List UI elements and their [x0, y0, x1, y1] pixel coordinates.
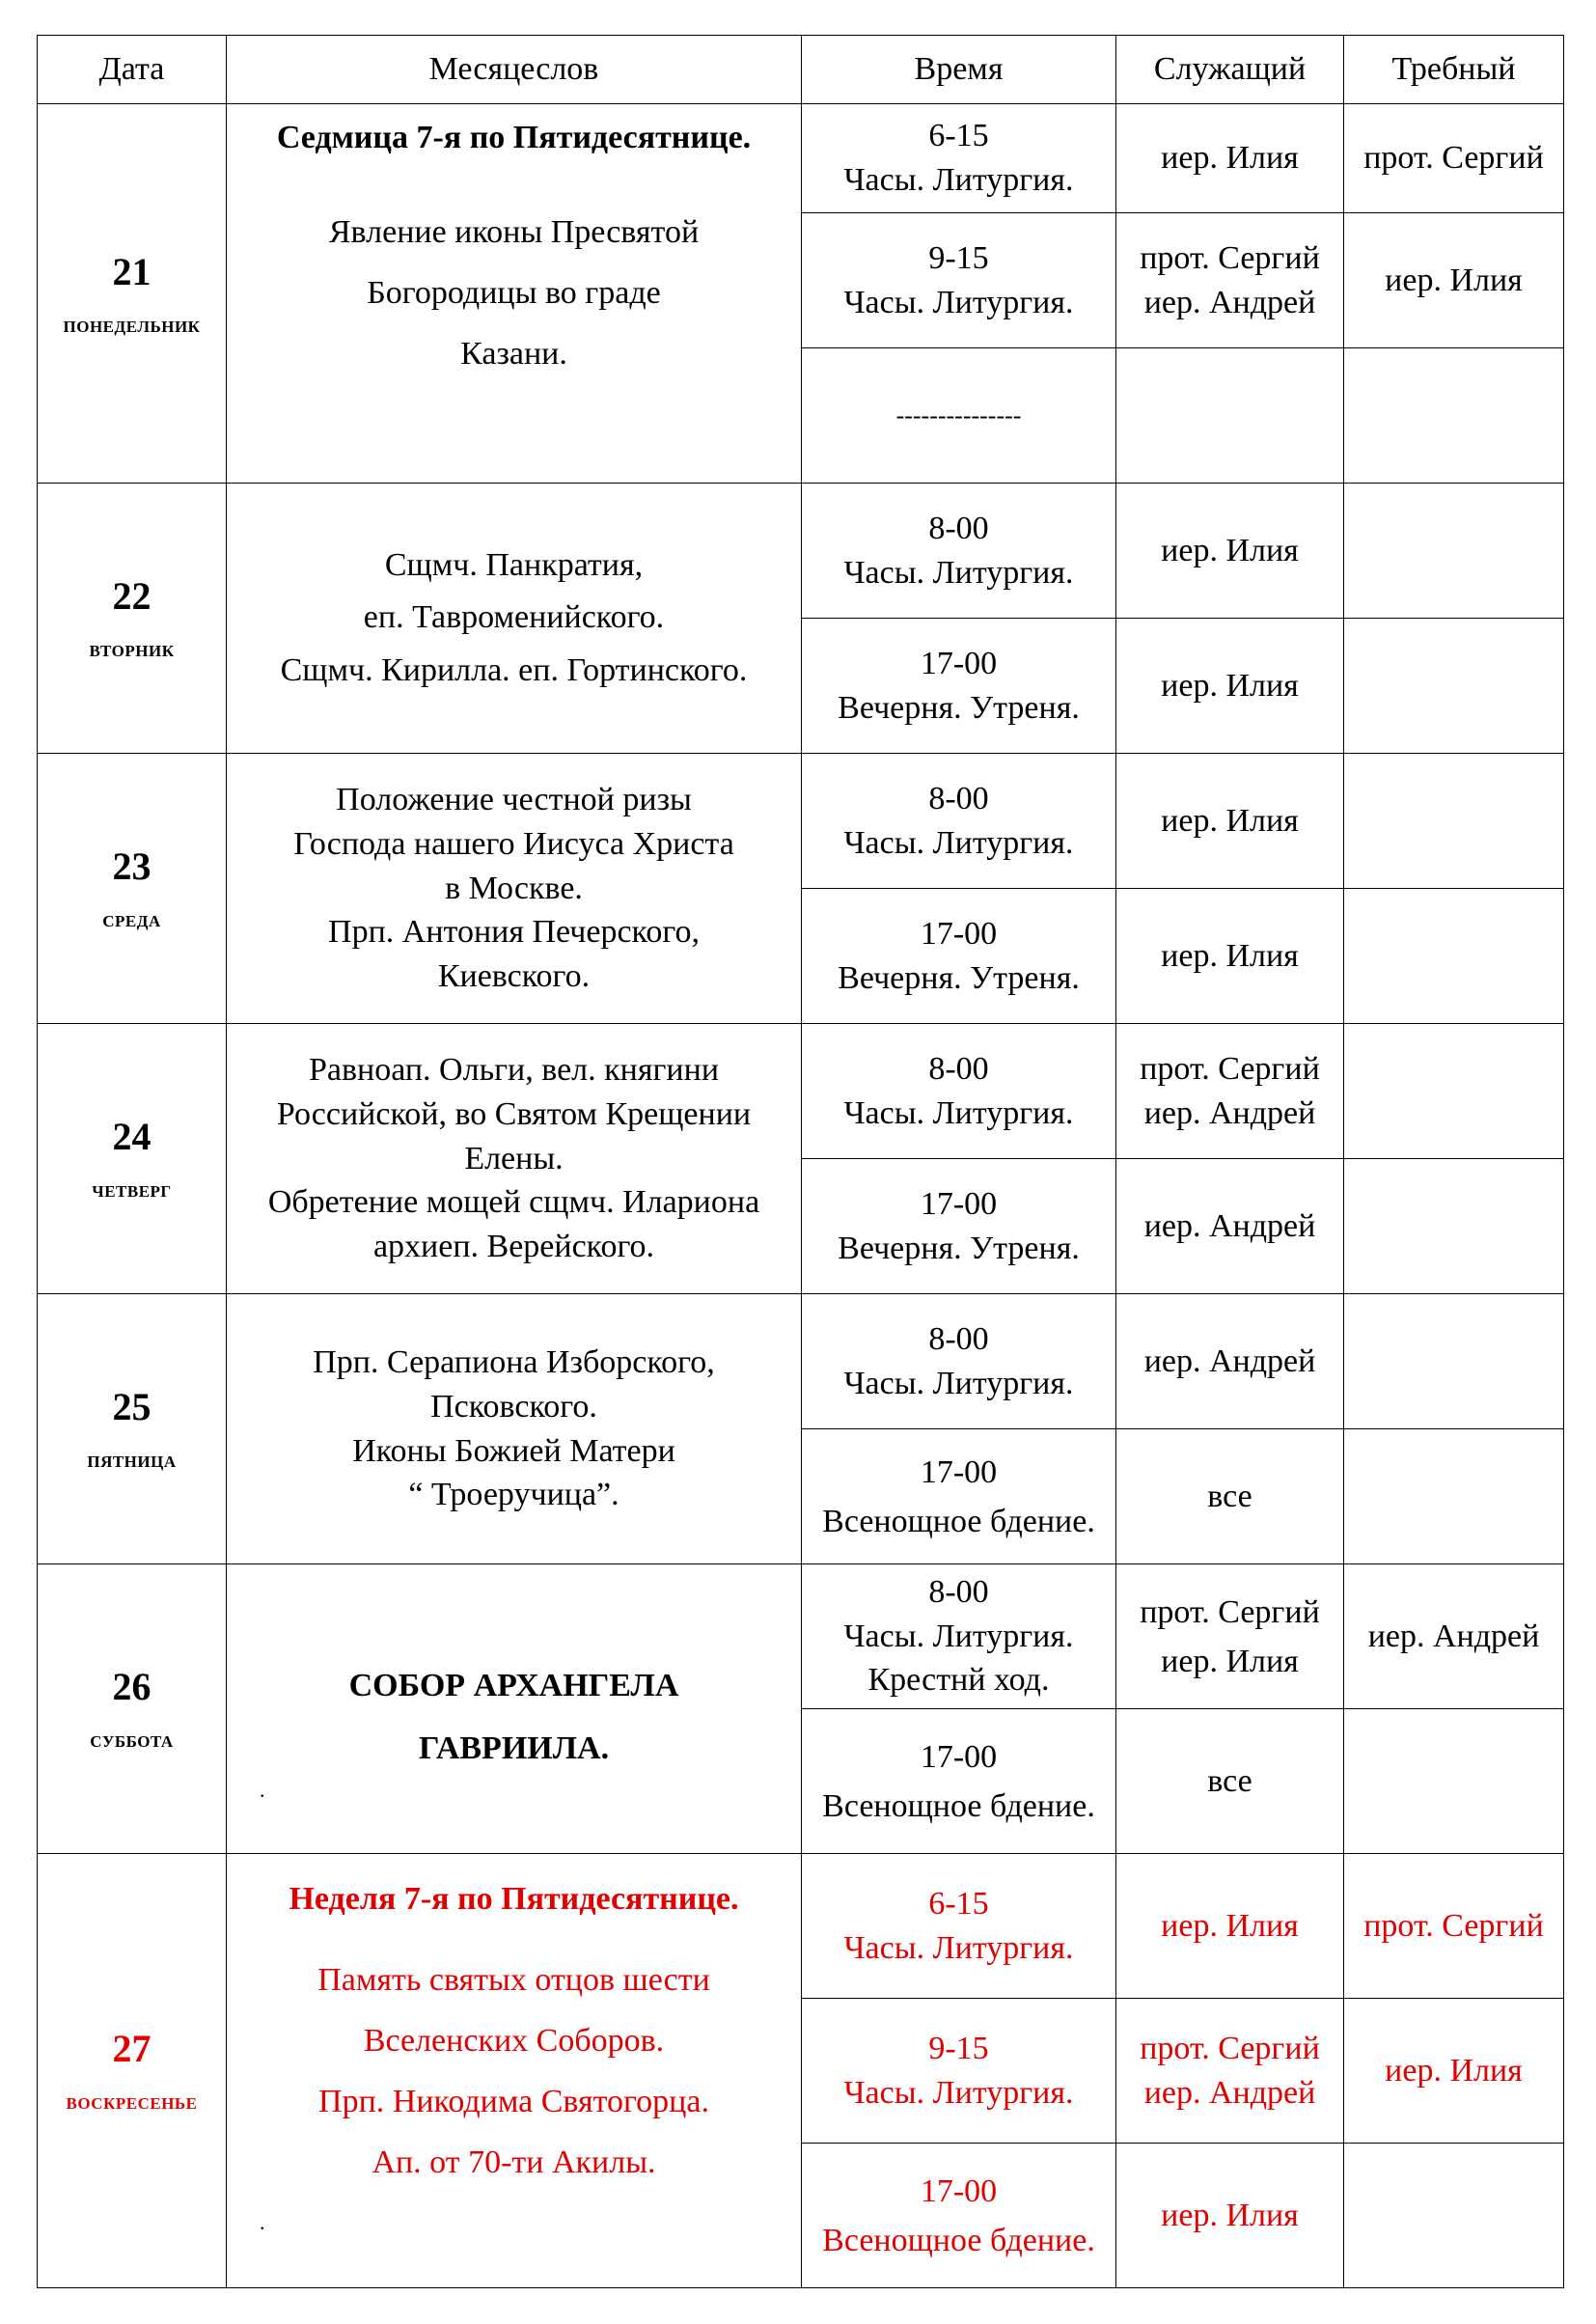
celebrant: иер. Илия: [1161, 667, 1299, 704]
trebny-cell: [1344, 1429, 1564, 1564]
weekday: ПЯТНИЦА: [87, 1452, 177, 1472]
service-desc: Вечерня. Утреня.: [838, 959, 1080, 996]
calendar-cell: [227, 1854, 802, 2288]
calendar-line: Прп. Никодима Святогорца.: [318, 2083, 709, 2119]
service-time: 17-00: [920, 915, 998, 952]
celebrant: иер. Илия: [1161, 140, 1299, 177]
celebrant-cell: [1116, 213, 1344, 348]
celebrant: иер. Илия: [1161, 532, 1299, 568]
service-desc: Всенощное бдение.: [822, 1503, 1095, 1539]
celebrant: прот. Сергий: [1140, 239, 1320, 276]
calendar-line: в Москве.: [445, 870, 583, 906]
service-time: 9-15: [928, 239, 989, 276]
service-desc: Часы. Литургия.: [843, 284, 1074, 320]
celebrant-cell: [1116, 1854, 1344, 1999]
time-cell: [802, 619, 1116, 754]
trebny-cell: [1344, 619, 1564, 754]
trebny-cell: [1344, 1024, 1564, 1159]
weekday: ЧЕТВЕРГ: [92, 1182, 172, 1202]
table-row: [38, 484, 1564, 619]
calendar-cell: [227, 754, 802, 1024]
trebny-cell: прот. Сергий: [1344, 104, 1564, 213]
service-time: 6-15: [928, 1885, 989, 1922]
celebrant-cell: [1116, 1999, 1344, 2144]
calendar-line: архиеп. Верейского.: [372, 1229, 655, 1265]
service-desc: Часы. Литургия.: [843, 1618, 1074, 1654]
header-trebny: Требный: [1344, 36, 1564, 104]
service-desc: Часы. Литургия.: [843, 554, 1074, 591]
trebny-cell: иер. Илия: [1344, 1999, 1564, 2144]
header-row: [38, 36, 1564, 104]
calendar-line: Прп. Антония Печерского,: [328, 914, 700, 951]
calendar-cell: [227, 1564, 802, 1854]
calendar-line: Богородицы во граде: [367, 274, 661, 311]
service-desc: Вечерня. Утреня.: [838, 1230, 1080, 1266]
calendar-title: Неделя 7-я по Пятидесятнице.: [289, 1881, 739, 1917]
service-time: 8-00: [928, 510, 989, 546]
calendar-line: Ап. от 70-ти Акилы.: [371, 2144, 656, 2180]
celebrant-cell: [1116, 484, 1344, 619]
header-time: Время: [802, 36, 1116, 104]
date-cell: [38, 754, 227, 1024]
celebrant: иер. Илия: [1161, 802, 1299, 839]
celebrant: иер. Андрей: [1143, 1342, 1316, 1379]
celebrant: все: [1207, 1762, 1252, 1799]
time-cell: [802, 1024, 1116, 1159]
celebrant: прот. Сергий: [1140, 1593, 1320, 1630]
service-desc: Вечерня. Утреня.: [838, 689, 1080, 726]
time-cell: [802, 1999, 1116, 2144]
time-cell: [802, 889, 1116, 1024]
table-row: [38, 754, 1564, 889]
weekday: ВОСКРЕСЕНЬЕ: [66, 2094, 198, 2114]
trebny-cell: [1344, 754, 1564, 889]
celebrant: иер. Андрей: [1143, 1094, 1316, 1131]
calendar-cell: [227, 1024, 802, 1294]
calendar-line: Господа нашего Иисуса Христа: [293, 825, 734, 862]
service-time: 17-00: [920, 1453, 998, 1490]
calendar-line: Явление иконы Пресвятой: [328, 213, 700, 250]
celebrant-cell: [1116, 104, 1344, 213]
day-number: 23: [112, 844, 151, 889]
celebrant: все: [1207, 1478, 1252, 1514]
calendar-line: Положение честной ризы: [336, 781, 692, 817]
calendar-line: Обретение мощей сщмч. Илариона: [267, 1184, 760, 1221]
service-desc: Часы. Литургия.: [843, 1929, 1074, 1966]
date-cell: [38, 1564, 227, 1854]
time-cell: [802, 104, 1116, 213]
celebrant-cell: [1116, 1159, 1344, 1294]
service-time: 17-00: [920, 1738, 998, 1775]
service-time: 6-15: [928, 118, 989, 154]
header-celebrant: Служащий: [1116, 36, 1344, 104]
trebny-cell: [1344, 889, 1564, 1024]
time-cell: ---------------: [802, 348, 1116, 484]
trebny-cell: иер. Илия: [1344, 213, 1564, 348]
table-row: [38, 1854, 1564, 1999]
schedule-table: [37, 35, 1564, 2288]
celebrant-cell: [1116, 1564, 1344, 1709]
day-number: 24: [112, 1115, 151, 1159]
day-number: 27: [112, 2027, 151, 2071]
time-cell: [802, 754, 1116, 889]
time-cell: [802, 2144, 1116, 2288]
trebny-cell: [1344, 1294, 1564, 1429]
celebrant: иер. Андрей: [1143, 284, 1316, 320]
calendar-line: еп. Тавроменийского.: [363, 599, 665, 636]
date-cell: [38, 484, 227, 754]
celebrant-cell: [1116, 348, 1344, 484]
time-cell: [802, 1294, 1116, 1429]
time-cell: [802, 1564, 1116, 1709]
time-cell: [802, 1854, 1116, 1999]
trebny-cell: [1344, 348, 1564, 484]
celebrant: иер. Андрей: [1143, 1207, 1316, 1244]
calendar-line: Елены.: [464, 1140, 564, 1176]
service-time: 9-15: [928, 2030, 989, 2066]
calendar-line: Равноап. Ольги, вел. княгини: [308, 1051, 720, 1088]
table-row: [38, 1024, 1564, 1159]
service-desc: Всенощное бдение.: [822, 2222, 1095, 2258]
celebrant-cell: [1116, 1709, 1344, 1854]
calendar-cell: [227, 104, 802, 484]
spacer: [231, 160, 797, 203]
weekday: СРЕДА: [102, 912, 161, 931]
calendar-title: Седмица 7-я по Пятидесятнице.: [276, 120, 752, 155]
calendar-line: Вселенских Соборов.: [363, 2022, 665, 2059]
service-desc: Всенощное бдение.: [822, 1787, 1095, 1824]
celebrant: иер. Андрей: [1143, 2074, 1316, 2111]
calendar-cell: [227, 1294, 802, 1564]
trebny-cell: [1344, 484, 1564, 619]
weekday: ВТОРНИК: [89, 642, 175, 661]
weekday: ПОНЕДЕЛЬНИК: [63, 317, 201, 336]
trebny-cell: прот. Сергий: [1344, 1854, 1564, 1999]
celebrant: иер. Илия: [1161, 1907, 1299, 1944]
table-row: [38, 104, 1564, 213]
date-cell: [38, 1294, 227, 1564]
trebny-cell: иер. Андрей: [1344, 1564, 1564, 1709]
calendar-line: Псковского.: [430, 1388, 597, 1425]
day-number: 25: [112, 1385, 151, 1429]
calendar-line: Российской, во Святом Крещении: [276, 1095, 752, 1132]
service-desc: Часы. Литургия.: [843, 1094, 1074, 1131]
celebrant: иер. Илия: [1161, 937, 1299, 974]
celebrant-cell: [1116, 754, 1344, 889]
day-number: 22: [112, 574, 151, 619]
calendar-line: “ Троеручица”.: [408, 1477, 619, 1513]
table-row: [38, 1294, 1564, 1429]
header-date: Дата: [38, 36, 227, 104]
calendar-line: Прп. Серапиона Изборского,: [313, 1343, 715, 1380]
calendar-dot: .: [260, 1778, 265, 1803]
time-cell: [802, 484, 1116, 619]
date-cell: [38, 1024, 227, 1294]
table-row: [38, 1564, 1564, 1709]
service-time: 8-00: [928, 1320, 989, 1357]
calendar-cell: [227, 484, 802, 754]
celebrant: прот. Сергий: [1140, 2030, 1320, 2066]
calendar-line: Сщмч. Кирилла. еп. Гортинского.: [280, 651, 748, 688]
celebrant-cell: [1116, 2144, 1344, 2288]
celebrant: прот. Сергий: [1140, 1050, 1320, 1087]
service-desc: Часы. Литургия.: [843, 824, 1074, 861]
service-time: 8-00: [928, 780, 989, 816]
service-desc-extra: Крестнй ход.: [867, 1662, 1050, 1699]
calendar-line: Сщмч. Панкратия,: [384, 546, 644, 583]
service-time: 17-00: [920, 2172, 998, 2209]
celebrant-cell: [1116, 1429, 1344, 1564]
calendar-feast: ГАВРИИЛА.: [418, 1729, 610, 1766]
celebrant-cell: [1116, 1024, 1344, 1159]
trebny-cell: [1344, 1709, 1564, 1854]
service-time: 8-00: [928, 1573, 989, 1610]
weekday: СУББОТА: [90, 1732, 174, 1752]
date-cell: [38, 104, 227, 484]
service-time: 8-00: [928, 1050, 989, 1087]
date-cell: [38, 1854, 227, 2288]
header-calendar: Месяцеслов: [227, 36, 802, 104]
service-time: 17-00: [920, 1185, 998, 1222]
calendar-line: Киевского.: [437, 958, 591, 995]
time-cell: [802, 1159, 1116, 1294]
calendar-dot: .: [260, 2210, 265, 2235]
celebrant-cell: [1116, 1294, 1344, 1429]
service-time: 17-00: [920, 645, 998, 681]
time-cell: [802, 1429, 1116, 1564]
trebny-cell: [1344, 1159, 1564, 1294]
service-desc: Часы. Литургия.: [843, 162, 1074, 198]
calendar-line: Память святых отцов шести: [317, 1961, 710, 1998]
day-number: 21: [112, 249, 151, 293]
time-cell: [802, 1709, 1116, 1854]
celebrant-cell: [1116, 889, 1344, 1024]
day-number: 26: [112, 1665, 151, 1709]
calendar-line: Иконы Божией Матери: [352, 1432, 675, 1469]
service-desc: Часы. Литургия.: [843, 2074, 1074, 2111]
time-cell: [802, 213, 1116, 348]
celebrant: иер. Илия: [1161, 2197, 1299, 2233]
calendar-feast: СОБОР АРХАНГЕЛА: [348, 1667, 679, 1703]
schedule-sheet: [37, 35, 1564, 2288]
spacer: [231, 1922, 797, 1950]
celebrant-cell: [1116, 619, 1344, 754]
trebny-cell: [1344, 2144, 1564, 2288]
calendar-line: Казани.: [460, 335, 567, 372]
service-desc: Часы. Литургия.: [843, 1365, 1074, 1401]
celebrant: иер. Илия: [1161, 1643, 1299, 1679]
